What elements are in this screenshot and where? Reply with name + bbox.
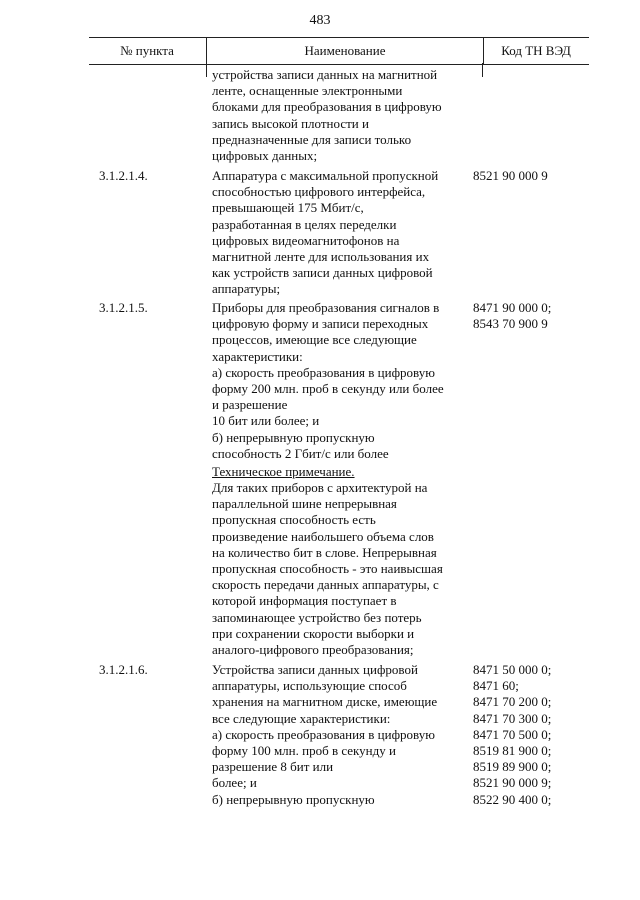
table-header [89, 37, 589, 65]
item-description: Аппаратура с максимальной пропускной способностью цифрового интерфейса, превышающей 175 Мбит/с, разработанная в целях переделки цифровых видеомагнитофонов на магнитной ленте для использования их как устройств записи данных цифровой аппаратуры; [212, 168, 439, 297]
page-number: 483 [309, 13, 331, 28]
header-item-number: № пункта [120, 43, 174, 58]
column-divider [206, 63, 207, 77]
header-code: Код ТН ВЭД [501, 43, 571, 58]
item-number: 3.1.2.1.5. [99, 300, 148, 315]
item-description: Приборы для преобразования сигналов в цифровую форму и записи переходных процессов, имеющие все следующие характеристики: а) скорость преобразования в цифровую форму 200 млн. проб в секунду или более и разрешение 10 бит или более; и б) непрерывную пропускную способность 2 Гбит/с или более [212, 300, 444, 461]
continuation-description: устройства записи данных на магнитной ленте, оснащенные электронными блоками для преобразования в цифровую запись высокой плотности и предназначенные для записи только цифровых данных; [212, 67, 442, 164]
item-codes: 8521 90 000 9 [473, 168, 548, 183]
header-name: Наименование [206, 38, 484, 64]
technical-note-title: Техническое примечание. [212, 464, 355, 479]
column-divider [482, 63, 483, 77]
item-codes: 8471 90 000 0; 8543 70 900 9 [473, 300, 552, 332]
item-number: 3.1.2.1.6. [99, 662, 148, 677]
item-number: 3.1.2.1.4. [99, 168, 148, 183]
item-codes: 8471 50 000 0; 8471 60; 8471 70 200 0; 8471 70 300 0; 8471 70 500 0; 8519 81 900 0; 8519 89 900 0; 8521 90 000 9; 8522 90 400 0; [473, 662, 552, 807]
technical-note-text: Для таких приборов с архитектурой на параллельной шине непрерывная пропускная способность есть произведение наибольшего объема слов на количество бит в слове. Непрерывная пропускная способность - это наивысшая скорость передачи данных аппаратуры, с которой информация поступает в запоминающее устройство без потерь при сохранении скорости выборки и аналого-цифрового преобразования; [212, 480, 443, 658]
item-description: Устройства записи данных цифровой аппаратуры, использующие способ хранения на магнитном диске, имеющие все следующие характеристики: а) скорость преобразования в цифровую форму 100 млн. проб в секунду и разрешение 8 бит или более; и б) непрерывную пропускную [212, 662, 438, 807]
